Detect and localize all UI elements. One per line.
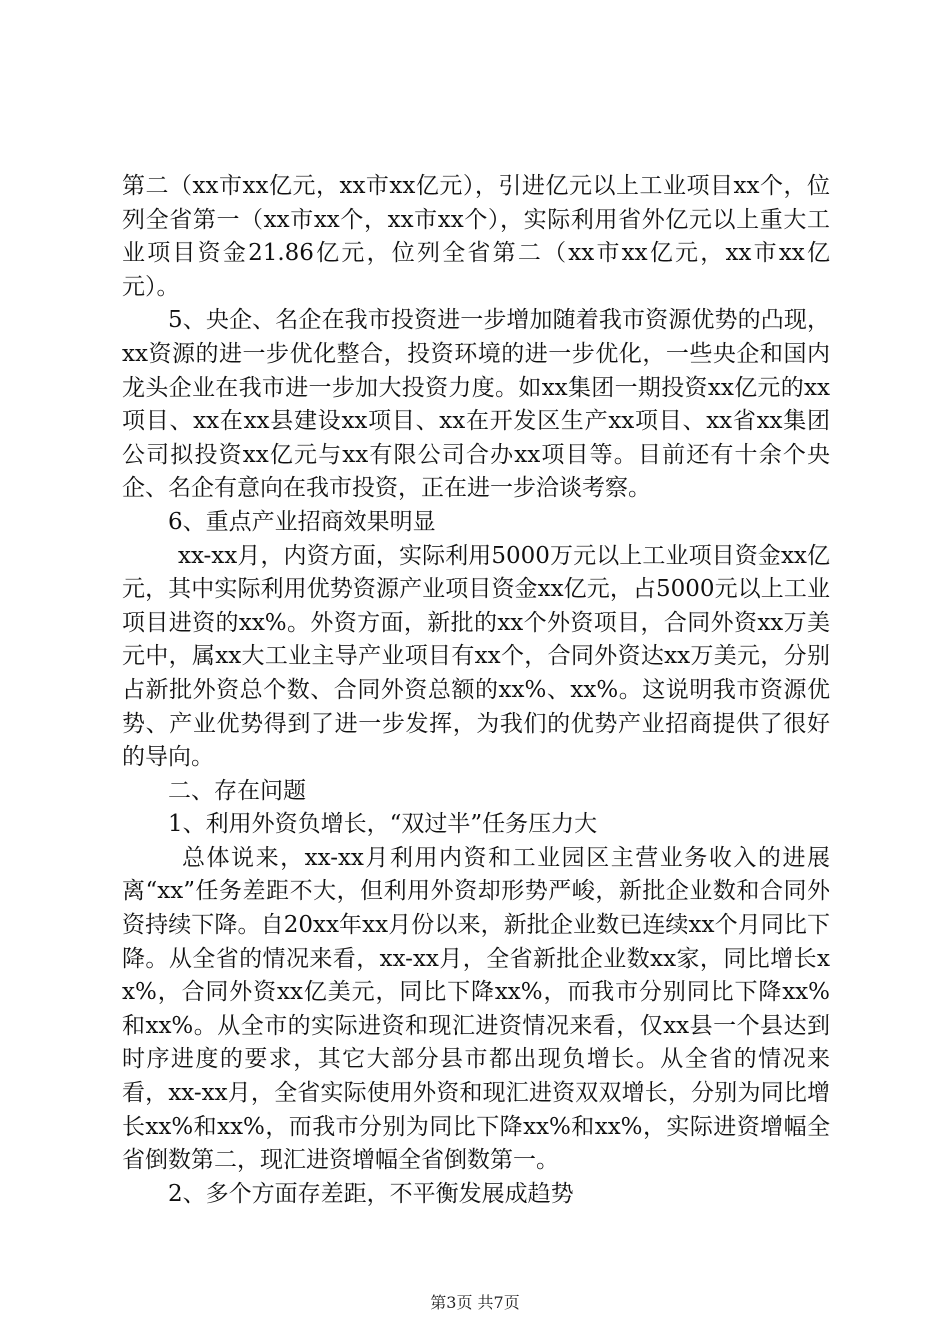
section-heading-problems: 二、存在问题 — [168, 777, 306, 804]
heading-problem-1: 1、利用外资负增长，“双过半”任务压力大 — [168, 811, 598, 838]
paragraph-item-5: 5、央企、名企在我市投资进一步增加随着我市资源优势的凸现，xx资源的进一步优化整合，投资环境的进一步优化，一些央企和国内龙头企业在我市进一步加大投资力度。如xx集团一期投资xx亿元的xx项目、xx在xx县建设xx项目、xx在开发区生产xx项目、xx省xx集团公司拟投资xx亿元与xx有限公司合办xx项目等。目前还有十余个央企、名企有意向在我市投资，正在进一步洽谈考察。 — [122, 307, 830, 502]
page-number-footer: 第3页 共7页 — [430, 1293, 520, 1312]
heading-item-6: 6、重点产业招商效果明显 — [168, 508, 436, 535]
heading-problem-2: 2、多个方面存差距，不平衡发展成趋势 — [168, 1180, 574, 1207]
paragraph-industry-results: xx-xx月，内资方面，实际利用5000万元以上工业项目资金xx亿元，其中实际利用优势资源产业项目资金xx亿元，占5000元以上工业项目进资的xx%。外资方面，新批的xx个外资项目，合同外资xx万美元中，属xx大工业主导产业项目有xx个，合同外资达xx万美元，分别占新批外资总个数、合同外资总额的xx%、xx%。这说明我市资源优势、产业优势得到了进一步发挥，为我们的优势产业招商提供了很好的导向。 — [122, 542, 830, 771]
paragraph-continuation: 第二（xx市xx亿元，xx市xx亿元），引进亿元以上工业项目xx个，位列全省第一（xx市xx个，xx市xx个），实际利用省外亿元以上重大工业项目资金21.86亿元，位列全省第二（xx市xx亿元，xx市xx亿元）。 — [122, 173, 830, 300]
paragraph-problem-1: 总体说来，xx-xx月利用内资和工业园区主营业务收入的进展离“xx”任务差距不大，但利用外资却形势严峻，新批企业数和合同外资持续下降。自20xx年xx月份以来，新批企业数已连续xx个月同比下降。从全省的情况来看，xx-xx月，全省新批企业数xx家，同比增长xx%，合同外资xx亿美元，同比下降xx%，而我市分别同比下降xx%和xx%。从全市的实际进资和现汇进资情况来看，仅xx县一个县达到时序进度的要求，其它大部分县市都出现负增长。从全省的情况来看，xx-xx月，全省实际使用外资和现汇进资双双增长，分别为同比增长xx%和xx%，而我市分别为同比下降xx%和xx%，实际进资增幅全省倒数第二，现汇进资增幅全省倒数第一。 — [122, 844, 830, 1174]
document-body — [122, 170, 830, 1211]
